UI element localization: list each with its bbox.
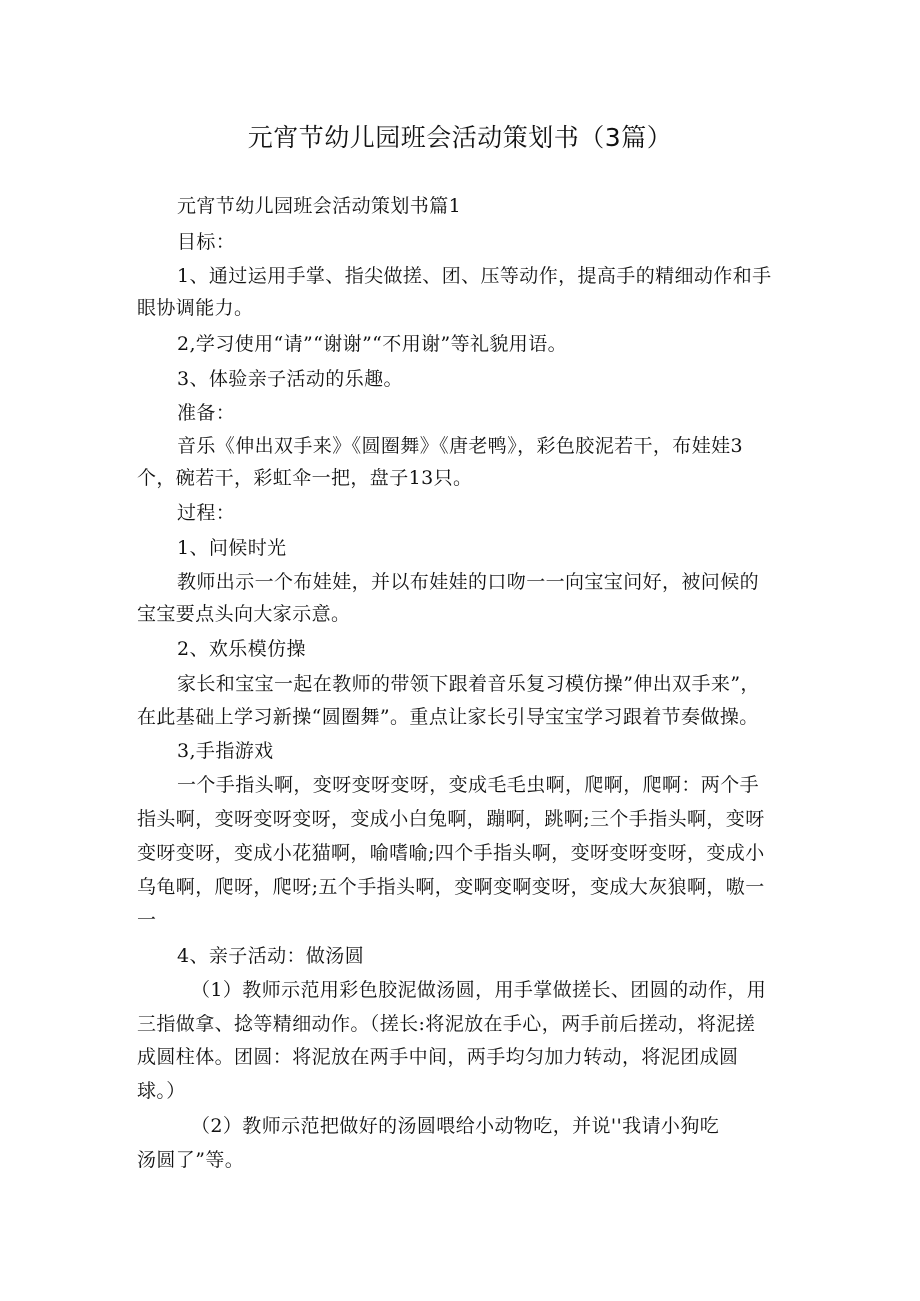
paragraph-line: 在此基础上学习新操“圆圈舞”。重点让家长引导宝宝学习跟着节奏做操。	[137, 706, 759, 728]
paragraph-line: 2、欢乐模仿操	[177, 638, 306, 660]
paragraph-line: 变呀变呀，变成小花猫啊，喻嗜喻;四个手指头啊，变呀变呀变呀，变成小	[137, 842, 765, 864]
paragraph-line: 汤圆了”等。	[137, 1149, 245, 1171]
paragraph-line: （1）教师示范用彩色胶泥做汤圆，用手掌做搓长、团圆的动作，用	[191, 979, 767, 1001]
paragraph-line: 音乐《伸出双手来》《圆圈舞》《唐老鸭》，彩色胶泥若干，布娃娃3	[177, 435, 743, 457]
paragraph-line: 1、问候时光	[177, 537, 287, 559]
paragraph-line: 眼协调能力。	[137, 297, 254, 319]
paragraph-line: 目标：	[177, 231, 236, 253]
paragraph-line: 准备：	[177, 402, 236, 424]
paragraph-line: 3,手指游戏	[177, 740, 274, 762]
paragraph-line: 球。）	[137, 1080, 186, 1102]
paragraph-line: （2）教师示范把做好的汤圆喂给小动物吃，并说''我请小狗吃	[191, 1115, 720, 1137]
document-title: 元宵节幼儿园班会活动策划书（3篇）	[247, 123, 673, 152]
paragraph-line: 教师出示一个布娃娃，并以布娃娃的口吻一一向宝宝问好，被问候的	[177, 571, 760, 593]
paragraph-line: 一个手指头啊，变呀变呀变呀，变成毛毛虫啊，爬啊，爬啊：两个手	[177, 774, 760, 796]
section-heading: 元宵节幼儿园班会活动策划书篇1	[177, 195, 462, 217]
paragraph-line: 家长和宝宝一起在教师的带领下跟着音乐复习模仿操”伸出双手来”，	[177, 673, 760, 695]
paragraph-line: 个，碗若干，彩虹伞一把，盘子13只。	[137, 467, 473, 489]
paragraph-line: 三指做拿、捻等精细动作。（搓长:将泥放在手心，两手前后搓动，将泥搓	[137, 1013, 756, 1035]
paragraph-line: 宝宝要点头向大家示意。	[137, 603, 351, 625]
paragraph-line: 3、体验亲子活动的乐趣。	[177, 368, 403, 390]
paragraph-line: 指头啊，变呀变呀变呀，变成小白兔啊，蹦啊，跳啊;三个手指头啊，变呀	[137, 808, 765, 830]
paragraph-line: 1、通过运用手掌、指尖做搓、团、压等动作，提高手的精细动作和手	[177, 265, 772, 287]
paragraph-line: 4、亲子活动：做汤圆	[177, 945, 365, 967]
paragraph-line: 一	[137, 909, 157, 931]
paragraph-line: 2,学习使用“请”“谢谢”“不用谢”等礼貌用语。	[177, 333, 568, 355]
paragraph-line: 过程：	[177, 502, 236, 524]
paragraph-line: 乌龟啊，爬呀，爬呀;五个手指头啊，变啊变啊变呀，变成大灰狼啊，嗷一	[137, 876, 765, 898]
paragraph-line: 成圆柱体。团圆：将泥放在两手中间，两手均匀加力转动，将泥团成圆	[137, 1046, 739, 1068]
